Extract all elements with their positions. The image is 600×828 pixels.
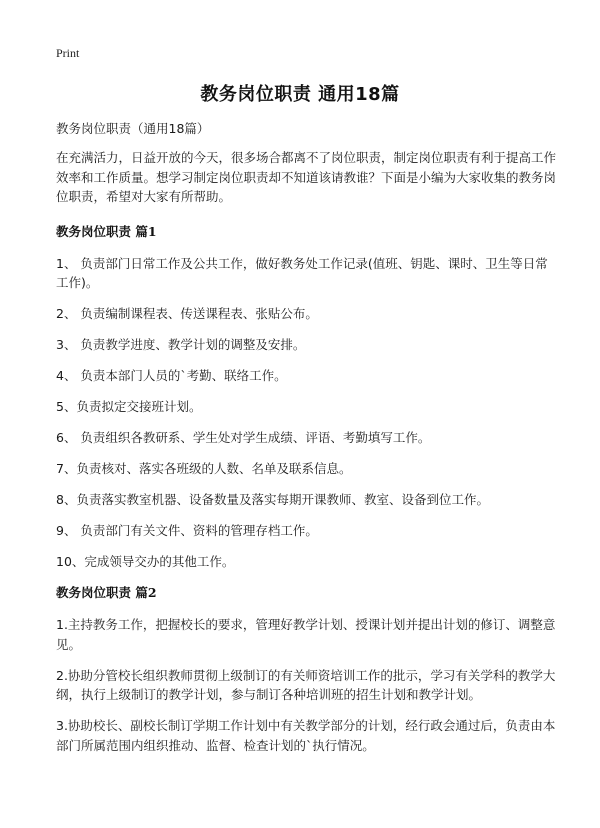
list-item: 5、负责拟定交接班计划。 xyxy=(56,399,202,414)
print-label[interactable]: Print xyxy=(56,46,80,60)
document-subtitle: 教务岗位职责（通用18篇） xyxy=(56,121,210,136)
list-item: 10、完成领导交办的其他工作。 xyxy=(56,554,235,569)
list-item: 3.协助校长、副校长制订学期工作计划中有关教学部分的计划，经行政会通过后，负责由本部门所属范围内组织推动、监督、检查计划的`执行情况。 xyxy=(56,718,556,753)
list-item: 6、 负责组织各教研系、学生处对学生成绩、评语、考勤填写工作。 xyxy=(56,430,431,445)
section-2 xyxy=(56,583,556,755)
list-item: 1.主持教务工作，把握校长的要求，管理好教学计划、授课计划并提出计划的修订、调整意见。 xyxy=(56,617,556,652)
list-item: 8、负责落实教室机器、设备数量及落实每期开课教师、教室、设备到位工作。 xyxy=(56,492,489,507)
list-item: 1、 负责部门日常工作及公共工作，做好教务处工作记录(值班、钥匙、课时、卫生等日常工作)。 xyxy=(56,255,548,290)
list-item: 9、 负责部门有关文件、资料的管理存档工作。 xyxy=(56,523,318,538)
document-body xyxy=(56,119,556,767)
list-item: 4、 负责本部门人员的`考勤、联络工作。 xyxy=(56,368,287,383)
list-item: 2、 负责编制课程表、传送课程表、张贴公布。 xyxy=(56,306,318,321)
list-item: 2.协助分管校长组织教师贯彻上级制订的有关师资培训工作的批示，学习有关学科的教学大纲，执行上级制订的教学计划，参与制订各种培训班的招生计划和教学计划。 xyxy=(56,667,556,702)
list-item: 3、 负责教学进度、教学计划的调整及安排。 xyxy=(56,337,306,352)
section-heading: 教务岗位职责 篇1 xyxy=(56,223,157,239)
intro-paragraph: 在充满活力，日益开放的今天，很多场合都离不了岗位职责，制定岗位职责有利于提高工作效率和工作质量。想学习制定岗位职责却不知道该请教谁？下面是小编为大家收集的教务岗位职责，希望对大家有所帮助。 xyxy=(56,150,557,204)
section-1 xyxy=(56,222,556,572)
section-heading: 教务岗位职责 篇2 xyxy=(56,585,157,600)
list-item: 7、负责核对、落实各班级的人数、名单及联系信息。 xyxy=(56,461,352,476)
page-title: 教务岗位职责 通用18篇 xyxy=(200,84,400,105)
